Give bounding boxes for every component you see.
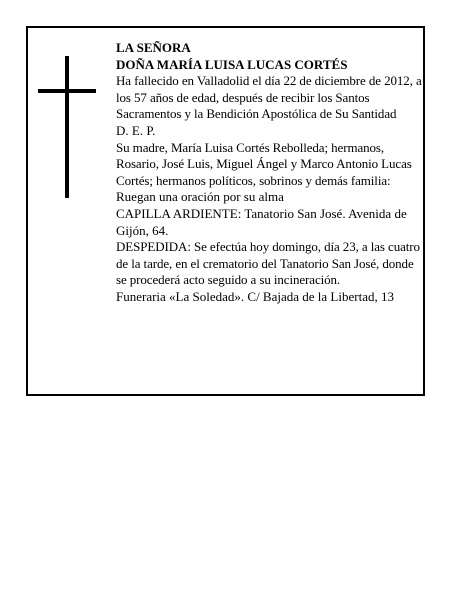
dep-text: D. E. P. — [116, 122, 156, 138]
cross-horizontal-bar — [38, 89, 96, 93]
funeral-home: Funeraria «La Soledad». C/ Bajada de la Libertad, 13 — [116, 288, 394, 304]
farewell-info: DESPEDIDA: Se efectúa hoy domingo, día 23, a las cuatro de la tarde, en el crematorio del Tanatorio San José, donde se procederá acto seguido a su incineración. — [116, 239, 420, 288]
heading-title: LA SEÑORA — [116, 40, 191, 55]
chapel-info: CAPILLA ARDIENTE: Tanatorio San José. Avenida de Gijón, 64. — [116, 205, 407, 238]
notice-text — [116, 40, 422, 306]
death-info: Ha fallecido en Valladolid el día 22 de diciembre de 2012, a los 57 años de edad, después de recibir los Santos Sacramentos y la Bendición Apostólica de Su Santidad — [116, 73, 422, 122]
prayer-request: Ruegan una oración por su alma — [116, 189, 284, 205]
cross-vertical-bar — [65, 56, 69, 198]
cross-icon — [38, 56, 96, 198]
family-list: Su madre, María Luisa Cortés Rebolleda; hermanos, Rosario, José Luis, Miguel Ángel y Marco Antonio Lucas Cortés; hermanos políticos, sobrinos y demás familia: — [116, 139, 412, 188]
deceased-name: DOÑA MARÍA LUISA LUCAS CORTÉS — [116, 56, 348, 72]
obituary-notice — [26, 26, 425, 396]
